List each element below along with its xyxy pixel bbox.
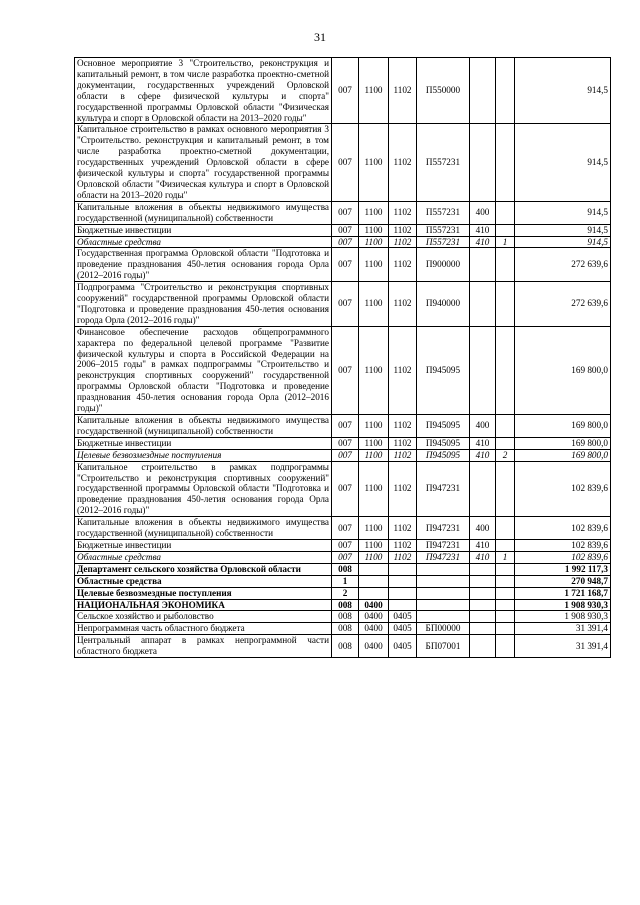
row-description: НАЦИОНАЛЬНАЯ ЭКОНОМИКА (75, 599, 332, 611)
section-code: 0400 (359, 599, 389, 611)
section-code: 1100 (359, 236, 389, 248)
funding-source-code (496, 124, 515, 201)
subsection-code: 1102 (389, 539, 417, 551)
expense-type-code (470, 248, 496, 282)
funding-source-code (496, 461, 515, 517)
table-row (75, 124, 611, 201)
expense-type-code (470, 587, 496, 599)
table-row (75, 449, 611, 461)
section-code: 1100 (359, 326, 389, 414)
table-row (75, 236, 611, 248)
funding-source-code (496, 248, 515, 282)
expense-type-code (470, 635, 496, 658)
section-code: 1100 (359, 224, 389, 236)
expense-type-code (470, 326, 496, 414)
subsection-code (389, 575, 417, 587)
dept-code: 007 (332, 437, 359, 449)
amount: 914,5 (515, 58, 611, 124)
funding-source-code (496, 282, 515, 327)
dept-code: 007 (332, 539, 359, 551)
table-row (75, 551, 611, 563)
target-article-code (417, 599, 470, 611)
funding-source-code (496, 517, 515, 540)
amount: 169 800,0 (515, 437, 611, 449)
subsection-code: 1102 (389, 461, 417, 517)
subsection-code: 1102 (389, 58, 417, 124)
funding-source-code: 1 (496, 551, 515, 563)
row-description: Департамент сельского хозяйства Орловской области (75, 563, 332, 575)
section-code: 1100 (359, 124, 389, 201)
table-row (75, 575, 611, 587)
row-description: Целевые безвозмездные поступления (75, 449, 332, 461)
funding-source-code (496, 224, 515, 236)
expense-type-code: 410 (470, 236, 496, 248)
section-code: 0400 (359, 611, 389, 623)
section-code (359, 563, 389, 575)
row-description: Государственная программа Орловской области "Подготовка и проведение празднования 450-летия основания города Орла (2012–2016 годы)" (75, 248, 332, 282)
table-row (75, 563, 611, 575)
amount: 272 639,6 (515, 282, 611, 327)
row-description: Областные средства (75, 575, 332, 587)
funding-source-code (496, 623, 515, 635)
dept-code: 007 (332, 461, 359, 517)
expense-type-code: 400 (470, 517, 496, 540)
amount: 1 992 117,3 (515, 563, 611, 575)
subsection-code (389, 587, 417, 599)
funding-source-code (496, 437, 515, 449)
funding-source-code: 1 (496, 236, 515, 248)
row-description: Центральный аппарат в рамках непрограммной части областного бюджета (75, 635, 332, 658)
dept-code: 008 (332, 611, 359, 623)
row-description: Целевые безвозмездные поступления (75, 587, 332, 599)
row-description: Непрограммная часть областного бюджета (75, 623, 332, 635)
section-code: 1100 (359, 282, 389, 327)
target-article-code: П557231 (417, 124, 470, 201)
row-description: Областные средства (75, 236, 332, 248)
funding-source-code (496, 611, 515, 623)
amount: 31 391,4 (515, 635, 611, 658)
amount: 1 908 930,3 (515, 599, 611, 611)
dept-code: 008 (332, 623, 359, 635)
expense-type-code: 400 (470, 201, 496, 224)
row-description: Капитальное строительство в рамках основного мероприятия 3 "Строительство. реконструкция и капитальный ремонт, в том числе разработка проектно-сметной документации, государственных учреждений Орловской области в сфере физической культуры и спорта" государственной программы Орловской области "Физическая культура и спорт в Орловской области на 2013–2020 годы" (75, 124, 332, 201)
page-number: 31 (314, 30, 326, 44)
table-row (75, 611, 611, 623)
table-row (75, 635, 611, 658)
target-article-code: П900000 (417, 248, 470, 282)
table-row (75, 461, 611, 517)
subsection-code: 1102 (389, 124, 417, 201)
amount: 1 721 168,7 (515, 587, 611, 599)
amount: 914,5 (515, 236, 611, 248)
dept-code: 007 (332, 551, 359, 563)
expense-type-code (470, 563, 496, 575)
expense-type-code: 410 (470, 224, 496, 236)
dept-code: 2 (332, 587, 359, 599)
amount: 914,5 (515, 124, 611, 201)
target-article-code: П947231 (417, 461, 470, 517)
dept-code: 008 (332, 635, 359, 658)
expense-type-code (470, 623, 496, 635)
amount: 914,5 (515, 224, 611, 236)
amount: 169 800,0 (515, 449, 611, 461)
amount: 102 839,6 (515, 539, 611, 551)
table-row (75, 599, 611, 611)
funding-source-code (496, 58, 515, 124)
row-description: Подпрограмма "Строительство и реконструкция спортивных сооружений" государственной программы Орловской области "Подготовка и проведение празднования 450-летия основания города Орла (2012–2016 годы)" (75, 282, 332, 327)
dept-code: 007 (332, 517, 359, 540)
section-code: 1100 (359, 461, 389, 517)
amount: 102 839,6 (515, 461, 611, 517)
row-description: Областные средства (75, 551, 332, 563)
expense-type-code: 410 (470, 449, 496, 461)
table-row (75, 517, 611, 540)
dept-code: 1 (332, 575, 359, 587)
target-article-code (417, 611, 470, 623)
target-article-code: П557231 (417, 236, 470, 248)
funding-source-code (496, 563, 515, 575)
row-description: Сельское хозяйство и рыболовство (75, 611, 332, 623)
table-row (75, 539, 611, 551)
funding-source-code (496, 599, 515, 611)
funding-source-code (496, 326, 515, 414)
dept-code: 008 (332, 563, 359, 575)
dept-code: 007 (332, 415, 359, 438)
funding-source-code (496, 539, 515, 551)
subsection-code: 1102 (389, 326, 417, 414)
amount: 914,5 (515, 201, 611, 224)
section-code: 0400 (359, 623, 389, 635)
section-code: 1100 (359, 201, 389, 224)
target-article-code: П945095 (417, 415, 470, 438)
amount: 102 839,6 (515, 517, 611, 540)
row-description: Капитальные вложения в объекты недвижимого имущества государственной (муниципальной) собственности (75, 201, 332, 224)
expense-type-code: 410 (470, 551, 496, 563)
subsection-code: 1102 (389, 236, 417, 248)
dept-code: 007 (332, 224, 359, 236)
subsection-code: 1102 (389, 551, 417, 563)
dept-code: 007 (332, 58, 359, 124)
subsection-code (389, 599, 417, 611)
table-row (75, 201, 611, 224)
table-row (75, 224, 611, 236)
subsection-code: 0405 (389, 623, 417, 635)
target-article-code: П945095 (417, 437, 470, 449)
dept-code: 007 (332, 282, 359, 327)
expense-type-code (470, 575, 496, 587)
budget-table-body (75, 58, 611, 658)
row-description: Основное мероприятие 3 "Строительство, реконструкция и капитальный ремонт, в том числе разработка проектно-сметной документации, государственных учреждений Орловской области в сфере физической культуры и спорта" государственной программы Орловской области "Физическая культура и спорт в Орловской области на 2013–2020 годы" (75, 58, 332, 124)
dept-code: 008 (332, 599, 359, 611)
table-row (75, 587, 611, 599)
target-article-code (417, 563, 470, 575)
expense-type-code (470, 611, 496, 623)
amount: 272 639,6 (515, 248, 611, 282)
expense-type-code (470, 58, 496, 124)
target-article-code: П940000 (417, 282, 470, 327)
subsection-code (389, 563, 417, 575)
row-description: Капитальные вложения в объекты недвижимого имущества государственной (муниципальной) собственности (75, 517, 332, 540)
amount: 31 391,4 (515, 623, 611, 635)
dept-code: 007 (332, 201, 359, 224)
table-row (75, 58, 611, 124)
expense-type-code: 410 (470, 437, 496, 449)
target-article-code: П550000 (417, 58, 470, 124)
section-code: 1100 (359, 539, 389, 551)
subsection-code: 1102 (389, 437, 417, 449)
row-description: Финансовое обеспечение расходов общепрограммного характера по федеральной целевой программе "Развитие физической культуры и спорта в Российской Федерации на 2006–2015 годы" в рамках подпрограммы "Строительство и реконструкция спортивных сооружений" государственной программы Орловской области "Подготовка и проведение празднования 450-летия основания города Орла (2012–2016 годы)" (75, 326, 332, 414)
target-article-code: П557231 (417, 224, 470, 236)
dept-code: 007 (332, 236, 359, 248)
target-article-code: П557231 (417, 201, 470, 224)
subsection-code: 1102 (389, 449, 417, 461)
subsection-code: 0405 (389, 611, 417, 623)
target-article-code: П945095 (417, 326, 470, 414)
target-article-code: П947231 (417, 539, 470, 551)
target-article-code: П947231 (417, 551, 470, 563)
section-code: 1100 (359, 551, 389, 563)
section-code: 1100 (359, 415, 389, 438)
section-code: 0400 (359, 635, 389, 658)
row-description: Капитальное строительство в рамках подпрограммы "Строительство и реконструкция спортивных сооружений" государственной программы Орловской области "Подготовка и проведение празднования 450-летия основания города Орла (2012–2016 годы)" (75, 461, 332, 517)
row-description: Бюджетные инвестиции (75, 539, 332, 551)
dept-code: 007 (332, 248, 359, 282)
subsection-code: 1102 (389, 415, 417, 438)
section-code (359, 575, 389, 587)
expense-type-code (470, 282, 496, 327)
expense-type-code (470, 124, 496, 201)
funding-source-code (496, 575, 515, 587)
row-description: Бюджетные инвестиции (75, 437, 332, 449)
subsection-code: 1102 (389, 282, 417, 327)
subsection-code: 0405 (389, 635, 417, 658)
row-description: Бюджетные инвестиции (75, 224, 332, 236)
subsection-code: 1102 (389, 517, 417, 540)
section-code: 1100 (359, 449, 389, 461)
expense-type-code (470, 599, 496, 611)
target-article-code: БП00000 (417, 623, 470, 635)
section-code (359, 587, 389, 599)
amount: 1 908 930,3 (515, 611, 611, 623)
section-code: 1100 (359, 248, 389, 282)
target-article-code (417, 575, 470, 587)
section-code: 1100 (359, 58, 389, 124)
target-article-code: П945095 (417, 449, 470, 461)
subsection-code: 1102 (389, 224, 417, 236)
table-row (75, 282, 611, 327)
amount: 102 839,6 (515, 551, 611, 563)
amount: 270 948,7 (515, 575, 611, 587)
table-row (75, 415, 611, 438)
budget-table (74, 57, 611, 658)
expense-type-code: 410 (470, 539, 496, 551)
row-description: Капитальные вложения в объекты недвижимого имущества государственной (муниципальной) собственности (75, 415, 332, 438)
amount: 169 800,0 (515, 326, 611, 414)
funding-source-code (496, 635, 515, 658)
expense-type-code (470, 461, 496, 517)
table-row (75, 437, 611, 449)
subsection-code: 1102 (389, 201, 417, 224)
dept-code: 007 (332, 326, 359, 414)
target-article-code: БП07001 (417, 635, 470, 658)
table-row (75, 623, 611, 635)
subsection-code: 1102 (389, 248, 417, 282)
expense-type-code: 400 (470, 415, 496, 438)
funding-source-code (496, 415, 515, 438)
section-code: 1100 (359, 517, 389, 540)
funding-source-code: 2 (496, 449, 515, 461)
funding-source-code (496, 587, 515, 599)
funding-source-code (496, 201, 515, 224)
table-row (75, 326, 611, 414)
dept-code: 007 (332, 124, 359, 201)
section-code: 1100 (359, 437, 389, 449)
table-row (75, 248, 611, 282)
dept-code: 007 (332, 449, 359, 461)
amount: 169 800,0 (515, 415, 611, 438)
target-article-code (417, 587, 470, 599)
target-article-code: П947231 (417, 517, 470, 540)
